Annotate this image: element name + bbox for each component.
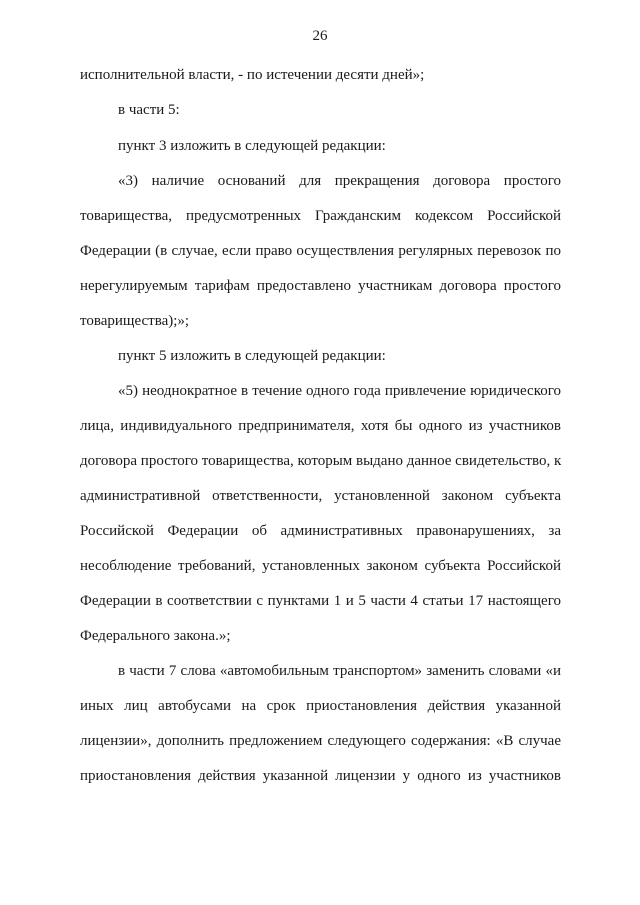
text-line: иных лиц автобусами на срок приостановления действия указанной <box>80 698 561 714</box>
text-line: «5) неоднократное в течение одного года привлечение юридического <box>118 383 561 399</box>
text-line: в части 7 слова «автомобильным транспортом» заменить словами «и <box>118 663 561 679</box>
text-line: административной ответственности, установленной законом субъекта <box>80 488 561 504</box>
text-line: Федерального закона.»; <box>80 628 231 644</box>
text-line: Федерации (в случае, если право осуществления регулярных перевозок по <box>80 243 561 259</box>
text-line: несоблюдение требований, установленных законом субъекта Российской <box>80 558 561 574</box>
text-line: пункт 3 изложить в следующей редакции: <box>118 138 386 154</box>
text-line: приостановления действия указанной лицензии у одного из участников <box>80 768 561 784</box>
text-line: товарищества, предусмотренных Гражданским кодексом Российской <box>80 208 561 224</box>
text-line: нерегулируемым тарифам предоставлено участникам договора простого <box>80 278 561 294</box>
text-line: лицензии», дополнить предложением следующего содержания: «В случае <box>80 733 561 749</box>
text-line: Федерации в соответствии с пунктами 1 и 5 части 4 статьи 17 настоящего <box>80 593 561 609</box>
text-line: Российской Федерации об административных правонарушениях, за <box>80 523 561 539</box>
text-line: пункт 5 изложить в следующей редакции: <box>118 348 386 364</box>
text-line: лица, индивидуального предпринимателя, хотя бы одного из участников <box>80 418 561 434</box>
text-line: в части 5: <box>118 102 180 118</box>
text-line: «3) наличие оснований для прекращения договора простого <box>118 173 561 189</box>
text-line: товарищества);»; <box>80 313 190 329</box>
text-line: договора простого товарищества, которым выдано данное свидетельство, к <box>80 453 562 469</box>
page-number: 26 <box>312 28 328 44</box>
text-line: исполнительной власти, - по истечении десяти дней»; <box>80 67 425 83</box>
